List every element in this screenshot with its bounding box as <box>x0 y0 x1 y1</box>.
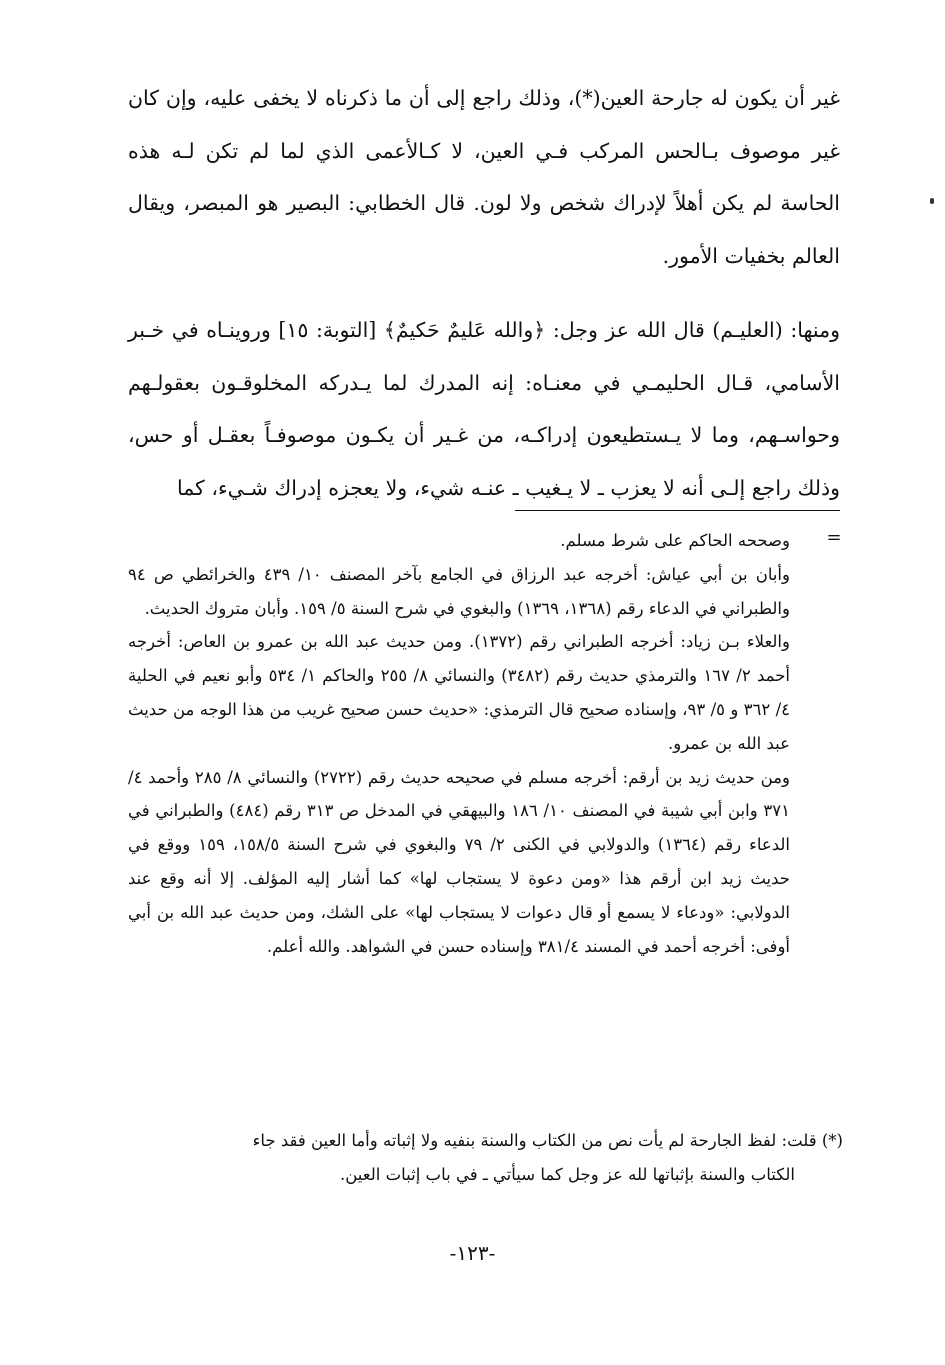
scan-edge-mark <box>930 198 934 204</box>
main-paragraph-1: غير أن يكون له جارحة العين(*)، وذلك راجع إلى أن ما ذكرناه لا يخفى عليه، وإن كان غير موصوف بـالحس المركب فـي العين، لا كـالأعمى الذي لما لم تكن لـه هذه الحاسة لم يكن أهلاً لإدراك شخص ولا لون. قال الخطابي: البصير هو المبصر، ويقال العالم بخفيات الأمور. <box>128 86 840 268</box>
footnote-separator <box>515 510 840 511</box>
footnote-line: وأبان بن أبي عياش: أخرجه عبد الرزاق في الجامع بآخر المصنف ١٠/ ٤٣٩ والخرائطي ص ٩٤ والطبراني في الدعاء رقم (١٣٦٨، ١٣٦٩) والبغوي في شرح السنة ٥/ ١٥٩. وأبان متروك الحديث. <box>128 564 790 618</box>
footnote-line: ومن حديث زيد بن أرقم: أخرجه مسلم في صحيحه حديث رقم (٢٧٢٢) والنسائي ٨/ ٢٨٥ وأحمد ٤/ ٣٧١ وابن أبي شيبة في المصنف ١٠/ ١٨٦ والبيهقي في المدخل ص ٣١٣ رقم (٤٨٤) والطبراني في الدعاء رقم (١٣٦٤) والدولابي في الكنى ٢/ ٧٩ والبغوي في شرح السنة ١٥٨/٥، ١٥٩ ووقع في حديث زيد ابن أرقم هذا «ومن دعوة لا يستجاب لها» كما أشار إليه المؤلف. إلا أنه وقع عند الدولابي: «ودعاء لا يسمع أو قال دعوات لا يستجاب لها» على الشك، ومن حديث عبد الله بن أبي أوفى: أخرجه أحمد في المسند ٣٨١/٤ وإسناده حسن في الشواهد. والله أعلم. <box>128 767 790 956</box>
footnote-continuation-marker: = <box>826 527 842 548</box>
page-number: -١٢٣- <box>449 1241 496 1265</box>
footnote-line: والعلاء بـن زياد: أخرجه الطبراني رقم (١٣٧٢). ومن حديث عبد الله بن عمرو بن العاص: أخرجه أحمد ٢/ ١٦٧ والترمذي حديث رقم (٣٤٨٢) والنسائي ٨/ ٢٥٥ والحاكم ١/ ٥٣٤ وأبو نعيم في الحلية ٤/ ٣٦٢ و ٥/ ٩٣، وإسناده صحيح قال الترمذي: «حديث حسن صحيح غريب من هذا الوجه من حديث عبد الله بن عمرو. <box>128 632 791 753</box>
footnotes-block <box>128 524 790 963</box>
footnote-line: وصححه الحاكم على شرط مسلم. <box>560 531 790 550</box>
author-note-line-1 <box>128 1124 843 1158</box>
main-paragraph-2: ومنها: (العليـم) قال الله عز وجل: ﴿والله عَليمٌ حَكيمٌ﴾ [التوبة: ١٥] وروينـاه في خـبر الأسامي، قـال الحليمـي في معنـاه: إنه المدرك لما يـدركه المخلوقـون بعقولـهم وحواسـهم، وما لا يـستطيعون إدراكـه، من غـير أن يكـون موصوفـاً بعقـل أو حس، وذلك راجع إلـى أنه لا يعزب ـ لا يـغيب ـ عنـه شيء، ولا يعجزه إدراك شـيء، كما <box>128 318 840 500</box>
author-note-line-2: الكتاب والسنة بإثباتها لله عز وجل كما سيأتي ـ في باب إثبات العين. <box>339 1164 795 1184</box>
main-text <box>128 72 840 514</box>
author-note <box>128 1124 843 1192</box>
author-note-marker: (*) <box>821 1131 843 1150</box>
author-note-text: قلت: لفظ الجارحة لم يأت نص من الكتاب والسنة بنفيه ولا إثباته وأما العين فقد جاء <box>252 1131 817 1150</box>
